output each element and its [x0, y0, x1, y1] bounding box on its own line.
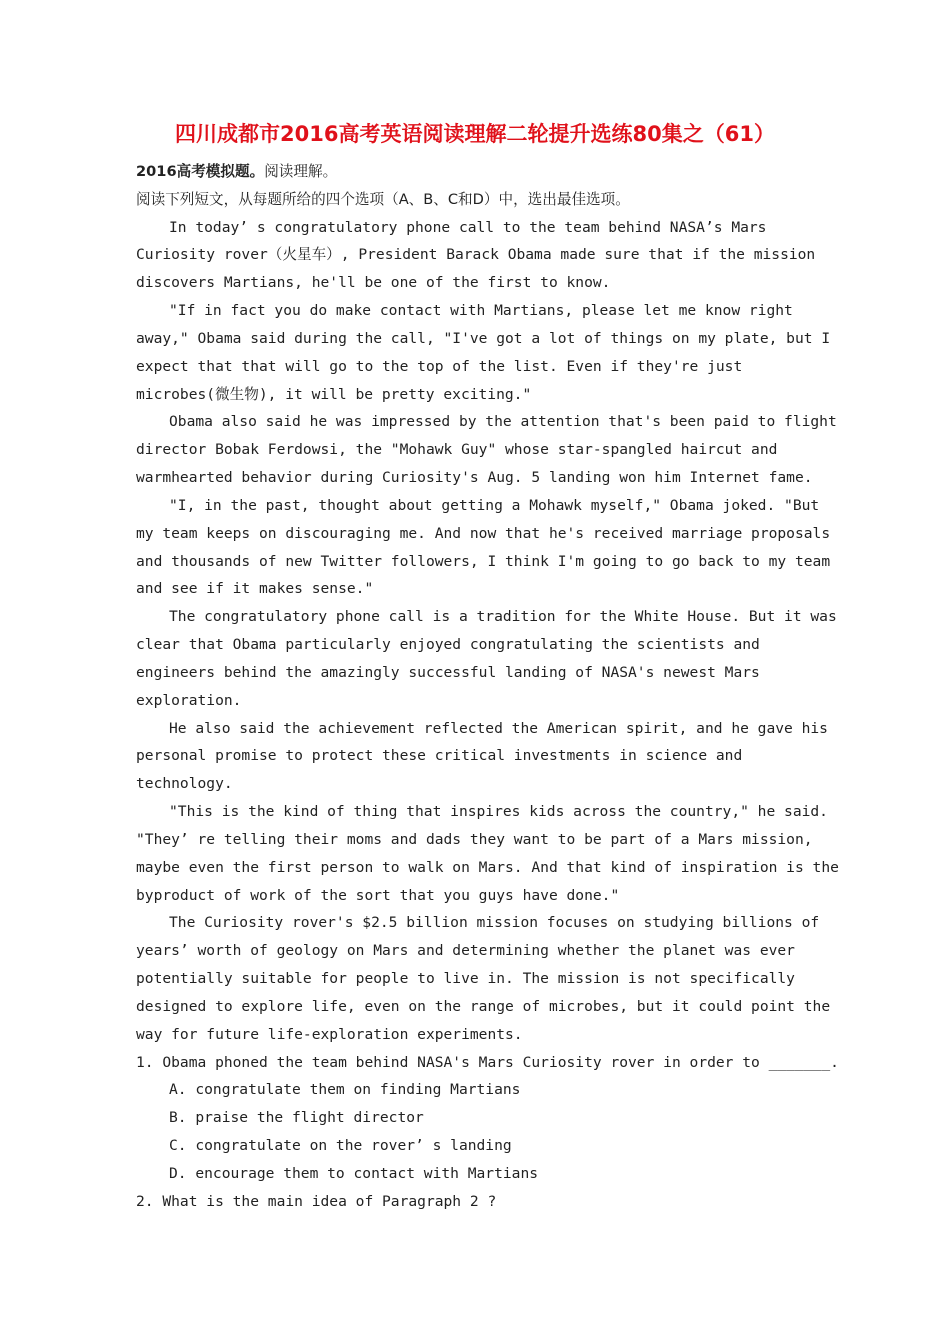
passage-line: director Bobak Ferdowsi, the "Mohawk Guy" whose star-spangled haircut and	[136, 441, 778, 459]
passage-line: discovers Martians, he'll be one of the first to know.	[136, 274, 611, 292]
reading-passage	[136, 214, 839, 1049]
passage-line: years’ worth of geology on Mars and determining whether the planet was ever	[136, 942, 795, 960]
passage-line: maybe even the first person to walk on Mars. And that kind of inspiration is the	[136, 858, 839, 876]
passage-line: and thousands of new Twitter followers, I think I'm going to go back to my team	[136, 552, 831, 570]
passage-line: microbes(微生物), it will be pretty exciting."	[136, 385, 532, 403]
question-stem: 2. What is the main idea of Paragraph 2 ?	[136, 1192, 497, 1210]
answer-option: D. encourage them to contact with Martians	[169, 1164, 539, 1182]
instruction-text: 阅读下列短文，从每题所给的四个选项（A、B、C和D）中，选出最佳选项。	[136, 190, 630, 208]
passage-line: In today’ s congratulatory phone call to the team behind NASA’s Mars	[169, 218, 767, 236]
passage-line: away," Obama said during the call, "I've got a lot of things on my plate, but I	[136, 329, 831, 347]
passage-line: potentially suitable for people to live in. The mission is not specifically	[136, 970, 795, 988]
passage-line: exploration.	[136, 691, 242, 709]
document-title: 四川成都市2016高考英语阅读理解二轮提升选练80集之（61）	[175, 122, 775, 146]
passage-line: Obama also said he was impressed by the attention that's been paid to flight	[169, 413, 837, 431]
passage-line: engineers behind the amazingly successful landing of NASA's newest Mars	[136, 663, 760, 681]
question-list	[136, 1049, 839, 1216]
passage-line: way for future life-exploration experiments.	[136, 1025, 523, 1043]
passage-line: expect that that will go to the top of the list. Even if they're just	[136, 357, 743, 375]
passage-line: The Curiosity rover's $2.5 billion mission focuses on studying billions of	[169, 914, 820, 932]
subheading-bold: 2016高考模拟题。	[136, 163, 265, 180]
passage-line: "If in fact you do make contact with Martians, please let me know right	[169, 302, 793, 320]
passage-line: and see if it makes sense."	[136, 580, 374, 598]
question-stem: 1. Obama phoned the team behind NASA's Mars Curiosity rover in order to _______.	[136, 1053, 839, 1071]
answer-option: C. congratulate on the rover’ s landing	[169, 1136, 512, 1154]
passage-line: warmhearted behavior during Curiosity's Aug. 5 landing won him Internet fame.	[136, 469, 813, 487]
answer-option: A. congratulate them on finding Martians	[169, 1081, 521, 1099]
passage-line: "I, in the past, thought about getting a Mohawk myself," Obama joked. "But	[169, 496, 820, 514]
passage-line: "This is the kind of thing that inspires kids across the country," he said.	[169, 803, 828, 821]
passage-line: byproduct of work of the sort that you guys have done."	[136, 886, 620, 904]
passage-line: personal promise to protect these critical investments in science and	[136, 747, 743, 765]
passage-line: The congratulatory phone call is a tradition for the White House. But it was	[169, 608, 837, 626]
subheading	[136, 158, 816, 186]
document-body	[136, 158, 839, 1215]
passage-line: Curiosity rover（火星车）, President Barack Obama made sure that if the mission	[136, 246, 816, 264]
passage-line: clear that Obama particularly enjoyed congratulating the scientists and	[136, 636, 760, 654]
passage-line: designed to explore life, even on the range of microbes, but it could point the	[136, 997, 831, 1015]
subheading-rest: 阅读理解。	[264, 163, 338, 180]
passage-line: technology.	[136, 775, 233, 793]
passage-line: my team keeps on discouraging me. And now that he's received marriage proposals	[136, 524, 831, 542]
answer-option: B. praise the flight director	[169, 1109, 424, 1127]
passage-line: He also said the achievement reflected the American spirit, and he gave his	[169, 719, 828, 737]
passage-line: "They’ re telling their moms and dads they want to be part of a Mars mission,	[136, 830, 813, 848]
